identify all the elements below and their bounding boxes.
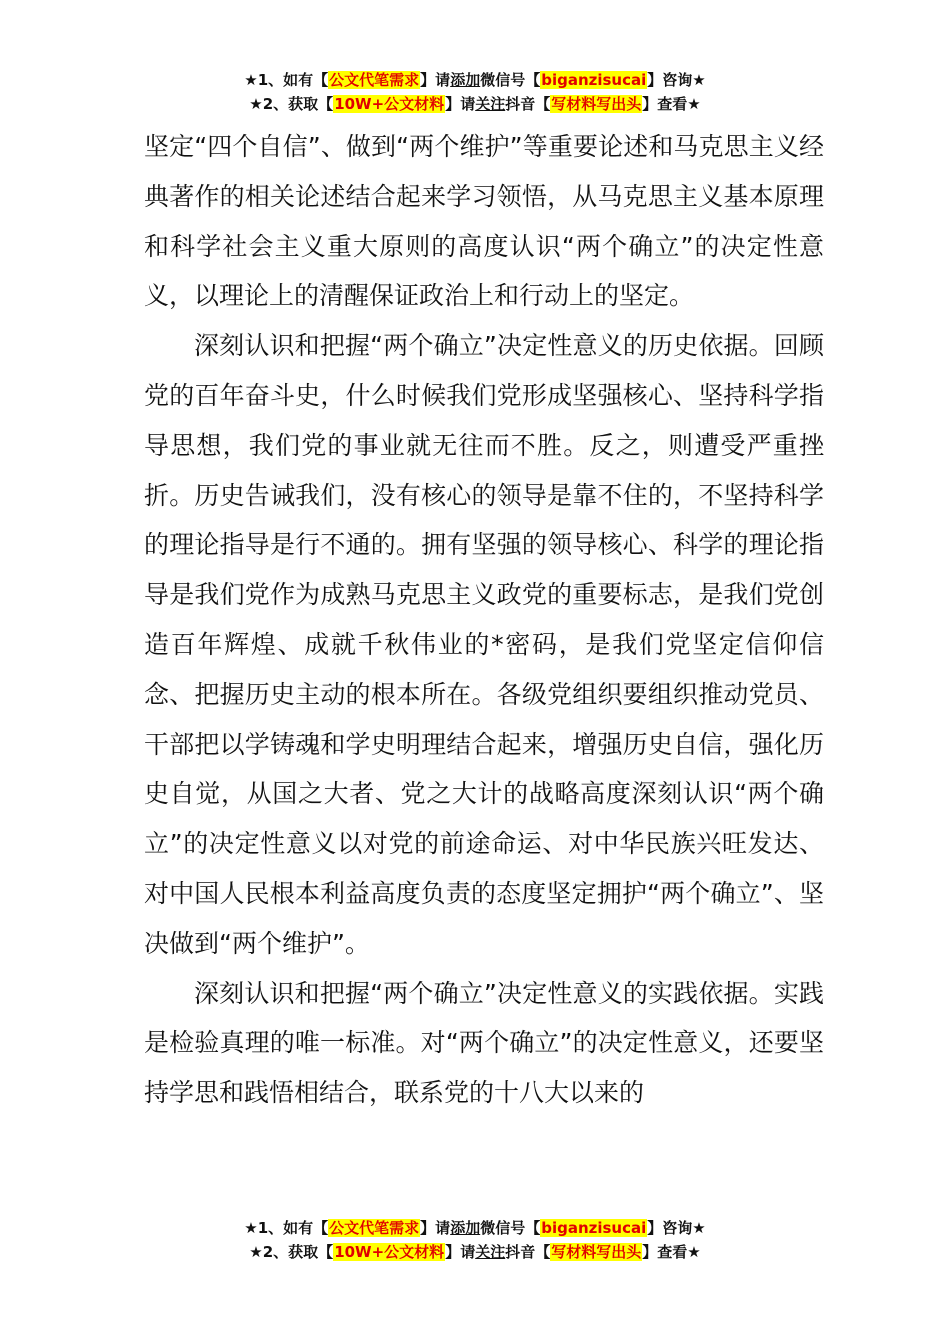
highlight-materials: 10W+公文材料 bbox=[334, 1243, 445, 1261]
document-body bbox=[144, 122, 824, 1118]
highlight-douyin-account: 写材料写出头 bbox=[551, 95, 642, 113]
footer-banner bbox=[0, 1216, 950, 1264]
banner-line-2: ★2、获取【10W+公文材料】请关注抖音【写材料写出头】查看★ bbox=[249, 1243, 701, 1261]
banner-line-2: ★2、获取【10W+公文材料】请关注抖音【写材料写出头】查看★ bbox=[249, 95, 701, 113]
highlight-wechat-id: biganzisucai bbox=[541, 71, 647, 89]
paragraph-practical-basis: 深刻认识和把握“两个确立”决定性意义的实践依据。实践是检验真理的唯一标准。对“两个确立”的决定性意义，还要坚持学思和践悟相结合，联系党的十八大以来的 bbox=[144, 978, 824, 1108]
highlight-wechat-id: biganzisucai bbox=[541, 1219, 647, 1237]
paragraph-continuation: 坚定“四个自信”、做到“两个维护”等重要论述和马克思主义经典著作的相关论述结合起来学习领悟，从马克思主义基本原理和科学社会主义重大原则的高度认识“两个确立”的决定性意义，以理论上的清醒保证政治上和行动上的坚定。 bbox=[144, 132, 824, 311]
highlight-douyin-account: 写材料写出头 bbox=[551, 1243, 642, 1261]
highlight-service: 公文代笔需求 bbox=[329, 71, 420, 89]
banner-line-1: ★1、如有【公文代笔需求】请添加微信号【biganzisucai】咨询★ bbox=[244, 1219, 706, 1237]
highlight-service: 公文代笔需求 bbox=[329, 1219, 420, 1237]
banner-line-1: ★1、如有【公文代笔需求】请添加微信号【biganzisucai】咨询★ bbox=[244, 71, 706, 89]
highlight-materials: 10W+公文材料 bbox=[334, 95, 445, 113]
header-banner bbox=[0, 68, 950, 116]
paragraph-historical-basis: 深刻认识和把握“两个确立”决定性意义的历史依据。回顾党的百年奋斗史，什么时候我们党形成坚强核心、坚持科学指导思想，我们党的事业就无往而不胜。反之，则遭受严重挫折。历史告诫我们，没有核心的领导是靠不住的，不坚持科学的理论指导是行不通的。拥有坚强的领导核心、科学的理论指导是我们党作为成熟马克思主义政党的重要标志，是我们党创造百年辉煌、成就千秋伟业的*密码，是我们党坚定信仰信念、把握历史主动的根本所在。各级党组织要组织推动党员、干部把以学铸魂和学史明理结合起来，增强历史自信，强化历史自觉，从国之大者、党之大计的战略高度深刻认识“两个确立”的决定性意义以对党的前途命运、对中华民族兴旺发达、对中国人民根本利益高度负责的态度坚定拥护“两个确立”、坚决做到“两个维护”。 bbox=[144, 331, 824, 958]
